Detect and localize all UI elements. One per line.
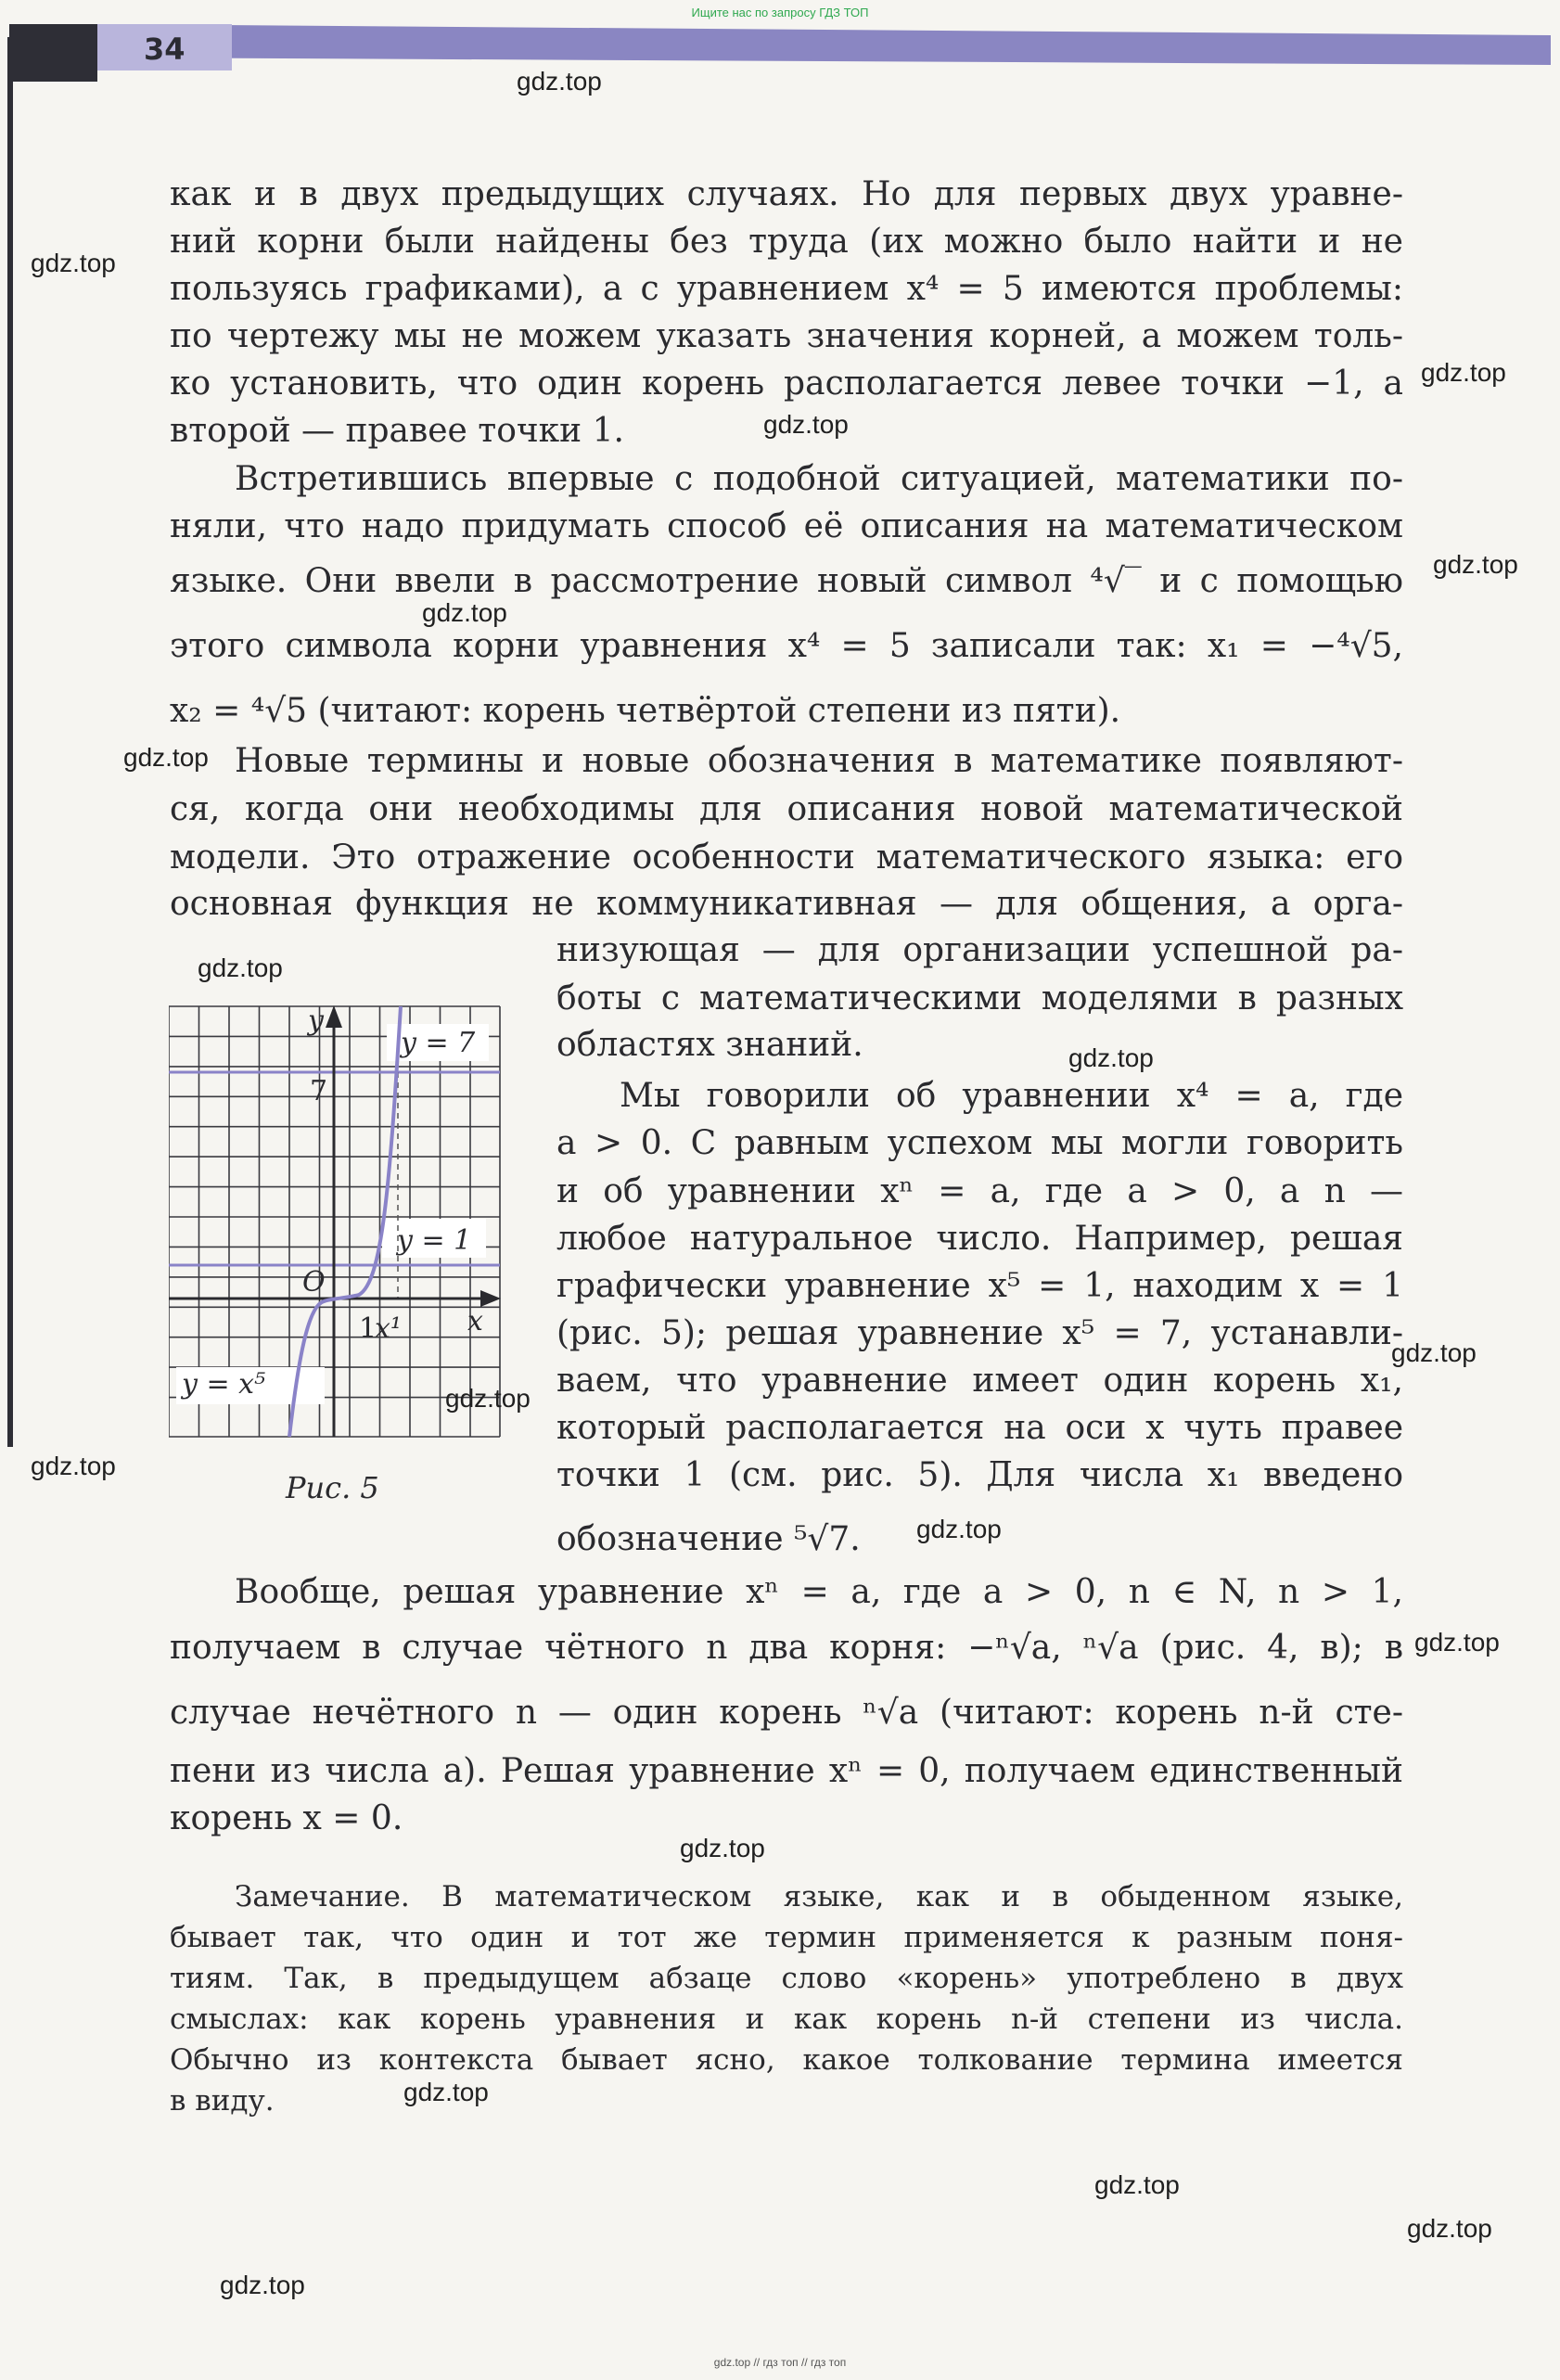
watermark[interactable]: gdz.top: [220, 2271, 305, 2299]
p5-line-2: получаем в случае чётного n два корня: −ⁿ√a, ⁿ√a (рис. 4, в); в: [170, 1629, 1403, 1667]
watermark[interactable]: gdz.top: [445, 1384, 531, 1413]
p2-line-5: x₂ = ⁴√5 (читают: корень четвёртой степени из пяти).: [170, 692, 1121, 730]
p5-line-3: случае нечётного n — один корень ⁿ√a (читают: корень n-й сте-: [170, 1694, 1403, 1732]
p1-line-2: ний корни были найдены без труда (их можно было найти и не: [170, 223, 1403, 261]
p3-line-3: модели. Это отражение особенности математического языка: его: [170, 838, 1403, 877]
p3-line-2: ся, когда они необходимы для описания новой математической: [170, 790, 1403, 828]
label-y-x5: y = x⁵: [182, 1368, 266, 1401]
watermark[interactable]: gdz.top: [1407, 2214, 1492, 2243]
y-axis-arrow: [326, 1005, 342, 1028]
p3-narrow-line-2: боты с математическими моделями в разных: [556, 979, 1403, 1017]
p4-line-7: ваем, что уравнение имеет один корень x₁,: [556, 1362, 1403, 1400]
remark-line-2: бывает так, что один и тот же термин применяется к разным поня-: [170, 1921, 1403, 1954]
p4-line-10: обозначение ⁵√7.: [556, 1520, 861, 1558]
remark-line-6: в виду.: [170, 2084, 275, 2118]
p1-line-6: второй — правее точки 1.: [170, 412, 624, 450]
watermark[interactable]: gdz.top: [1391, 1338, 1477, 1367]
p5-line-1: Вообще, решая уравнение xⁿ = a, где a > 0, n ∈ N, n > 1,: [235, 1573, 1403, 1611]
remark-line-4: смыслах: как корень уравнения и как корень n-й степени из числа.: [170, 2003, 1403, 2036]
p2-line-3: языке. Они ввели в рассмотрение новый символ ⁴√‾ и с помощью: [170, 562, 1403, 600]
watermark[interactable]: gdz.top: [31, 1452, 116, 1480]
label-y-7: y = 7: [401, 1027, 476, 1059]
p3-narrow-line-3: областях знаний.: [556, 1026, 863, 1064]
watermark[interactable]: gdz.top: [1421, 358, 1506, 387]
tick-1-label: 1: [359, 1312, 377, 1345]
p5-line-5: корень x = 0.: [170, 1799, 403, 1837]
watermark[interactable]: gdz.top: [763, 410, 849, 439]
p4-line-6: (рис. 5); решая уравнение x⁵ = 7, устанавли-: [556, 1314, 1403, 1352]
p2-line-4: этого символа корни уравнения x⁴ = 5 записали так: x₁ = −⁴√5,: [170, 627, 1403, 665]
p4-line-4: любое натуральное число. Например, решая: [556, 1220, 1403, 1258]
p1-line-5: ко установить, что один корень располагается левее точки −1, а: [170, 365, 1403, 403]
watermark[interactable]: gdz.top: [1433, 550, 1518, 579]
p3-line-1: Новые термины и новые обозначения в математике появляют-: [235, 742, 1403, 780]
watermark[interactable]: gdz.top: [422, 598, 507, 627]
p3-narrow-line-1: низующая — для организации успешной ра-: [556, 931, 1403, 969]
watermark[interactable]: gdz.top: [680, 1834, 765, 1862]
p1-line-3: пользуясь графиками), а с уравнением x⁴ = 5 имеются проблемы:: [170, 270, 1403, 308]
p3-line-4: основная функция не коммуникативная — для общения, а орга-: [170, 885, 1403, 923]
bottom-note: gdz.top // гдз топ // гдз топ: [713, 2356, 847, 2369]
page-number: 34: [144, 32, 185, 67]
p1-line-4: по чертежу мы не можем указать значения корней, а можем толь-: [170, 317, 1403, 355]
figure-5-graph: [169, 1004, 501, 1440]
remark-line-5: Обычно из контекста бывает ясно, какое толкование термина имеется: [170, 2043, 1403, 2077]
p2-line-2: няли, что надо придумать способ её описания на математическом: [170, 507, 1403, 545]
watermark[interactable]: gdz.top: [403, 2078, 489, 2106]
x-axis-label: x: [467, 1305, 483, 1337]
page-spine: [7, 37, 13, 1447]
p4-line-9: точки 1 (см. рис. 5). Для числа x₁ введено: [556, 1456, 1403, 1494]
watermark[interactable]: gdz.top: [916, 1515, 1002, 1543]
watermark[interactable]: gdz.top: [1094, 2170, 1180, 2199]
watermark[interactable]: gdz.top: [1068, 1043, 1154, 1072]
origin-label: O: [302, 1266, 326, 1299]
p5-line-4: пени из числа a). Решая уравнение xⁿ = 0, получаем единственный: [170, 1752, 1403, 1790]
watermark[interactable]: gdz.top: [31, 249, 116, 277]
top-note: Ищите нас по запросу ГДЗ ТОП: [691, 6, 869, 19]
watermark[interactable]: gdz.top: [123, 743, 209, 772]
p1-line-1: как и в двух предыдущих случаях. Но для первых двух уравне-: [170, 175, 1403, 213]
label-y-1: y = 1: [397, 1224, 472, 1257]
header-band: [9, 24, 1551, 82]
figure-caption: Рис. 5: [286, 1470, 379, 1505]
p4-line-2: a > 0. С равным успехом мы могли говорить: [556, 1124, 1403, 1162]
watermark[interactable]: gdz.top: [198, 953, 283, 982]
p4-line-1: Мы говорили об уравнении x⁴ = a, где: [620, 1077, 1403, 1115]
watermark[interactable]: gdz.top: [1414, 1628, 1500, 1657]
watermark[interactable]: gdz.top: [517, 67, 602, 96]
p2-line-1: Встретившись впервые с подобной ситуацией, математики по-: [235, 460, 1403, 498]
y-axis-label: y: [308, 1004, 324, 1037]
tick-7-label: 7: [310, 1075, 328, 1107]
root-x1-label: x¹: [375, 1312, 402, 1345]
remark-line-1: Замечание. В математическом языке, как и в обыденном языке,: [235, 1880, 1403, 1913]
x-axis-arrow: [480, 1290, 501, 1307]
p4-line-8: который располагается на оси x чуть правее: [556, 1409, 1403, 1447]
p4-line-5: графически уравнение x⁵ = 1, находим x = 1: [556, 1267, 1403, 1305]
p4-line-3: и об уравнении xⁿ = a, где a > 0, а n —: [556, 1172, 1403, 1210]
remark-line-3: тиям. Так, в предыдущем абзаце слово «корень» употреблено в двух: [170, 1962, 1403, 1995]
